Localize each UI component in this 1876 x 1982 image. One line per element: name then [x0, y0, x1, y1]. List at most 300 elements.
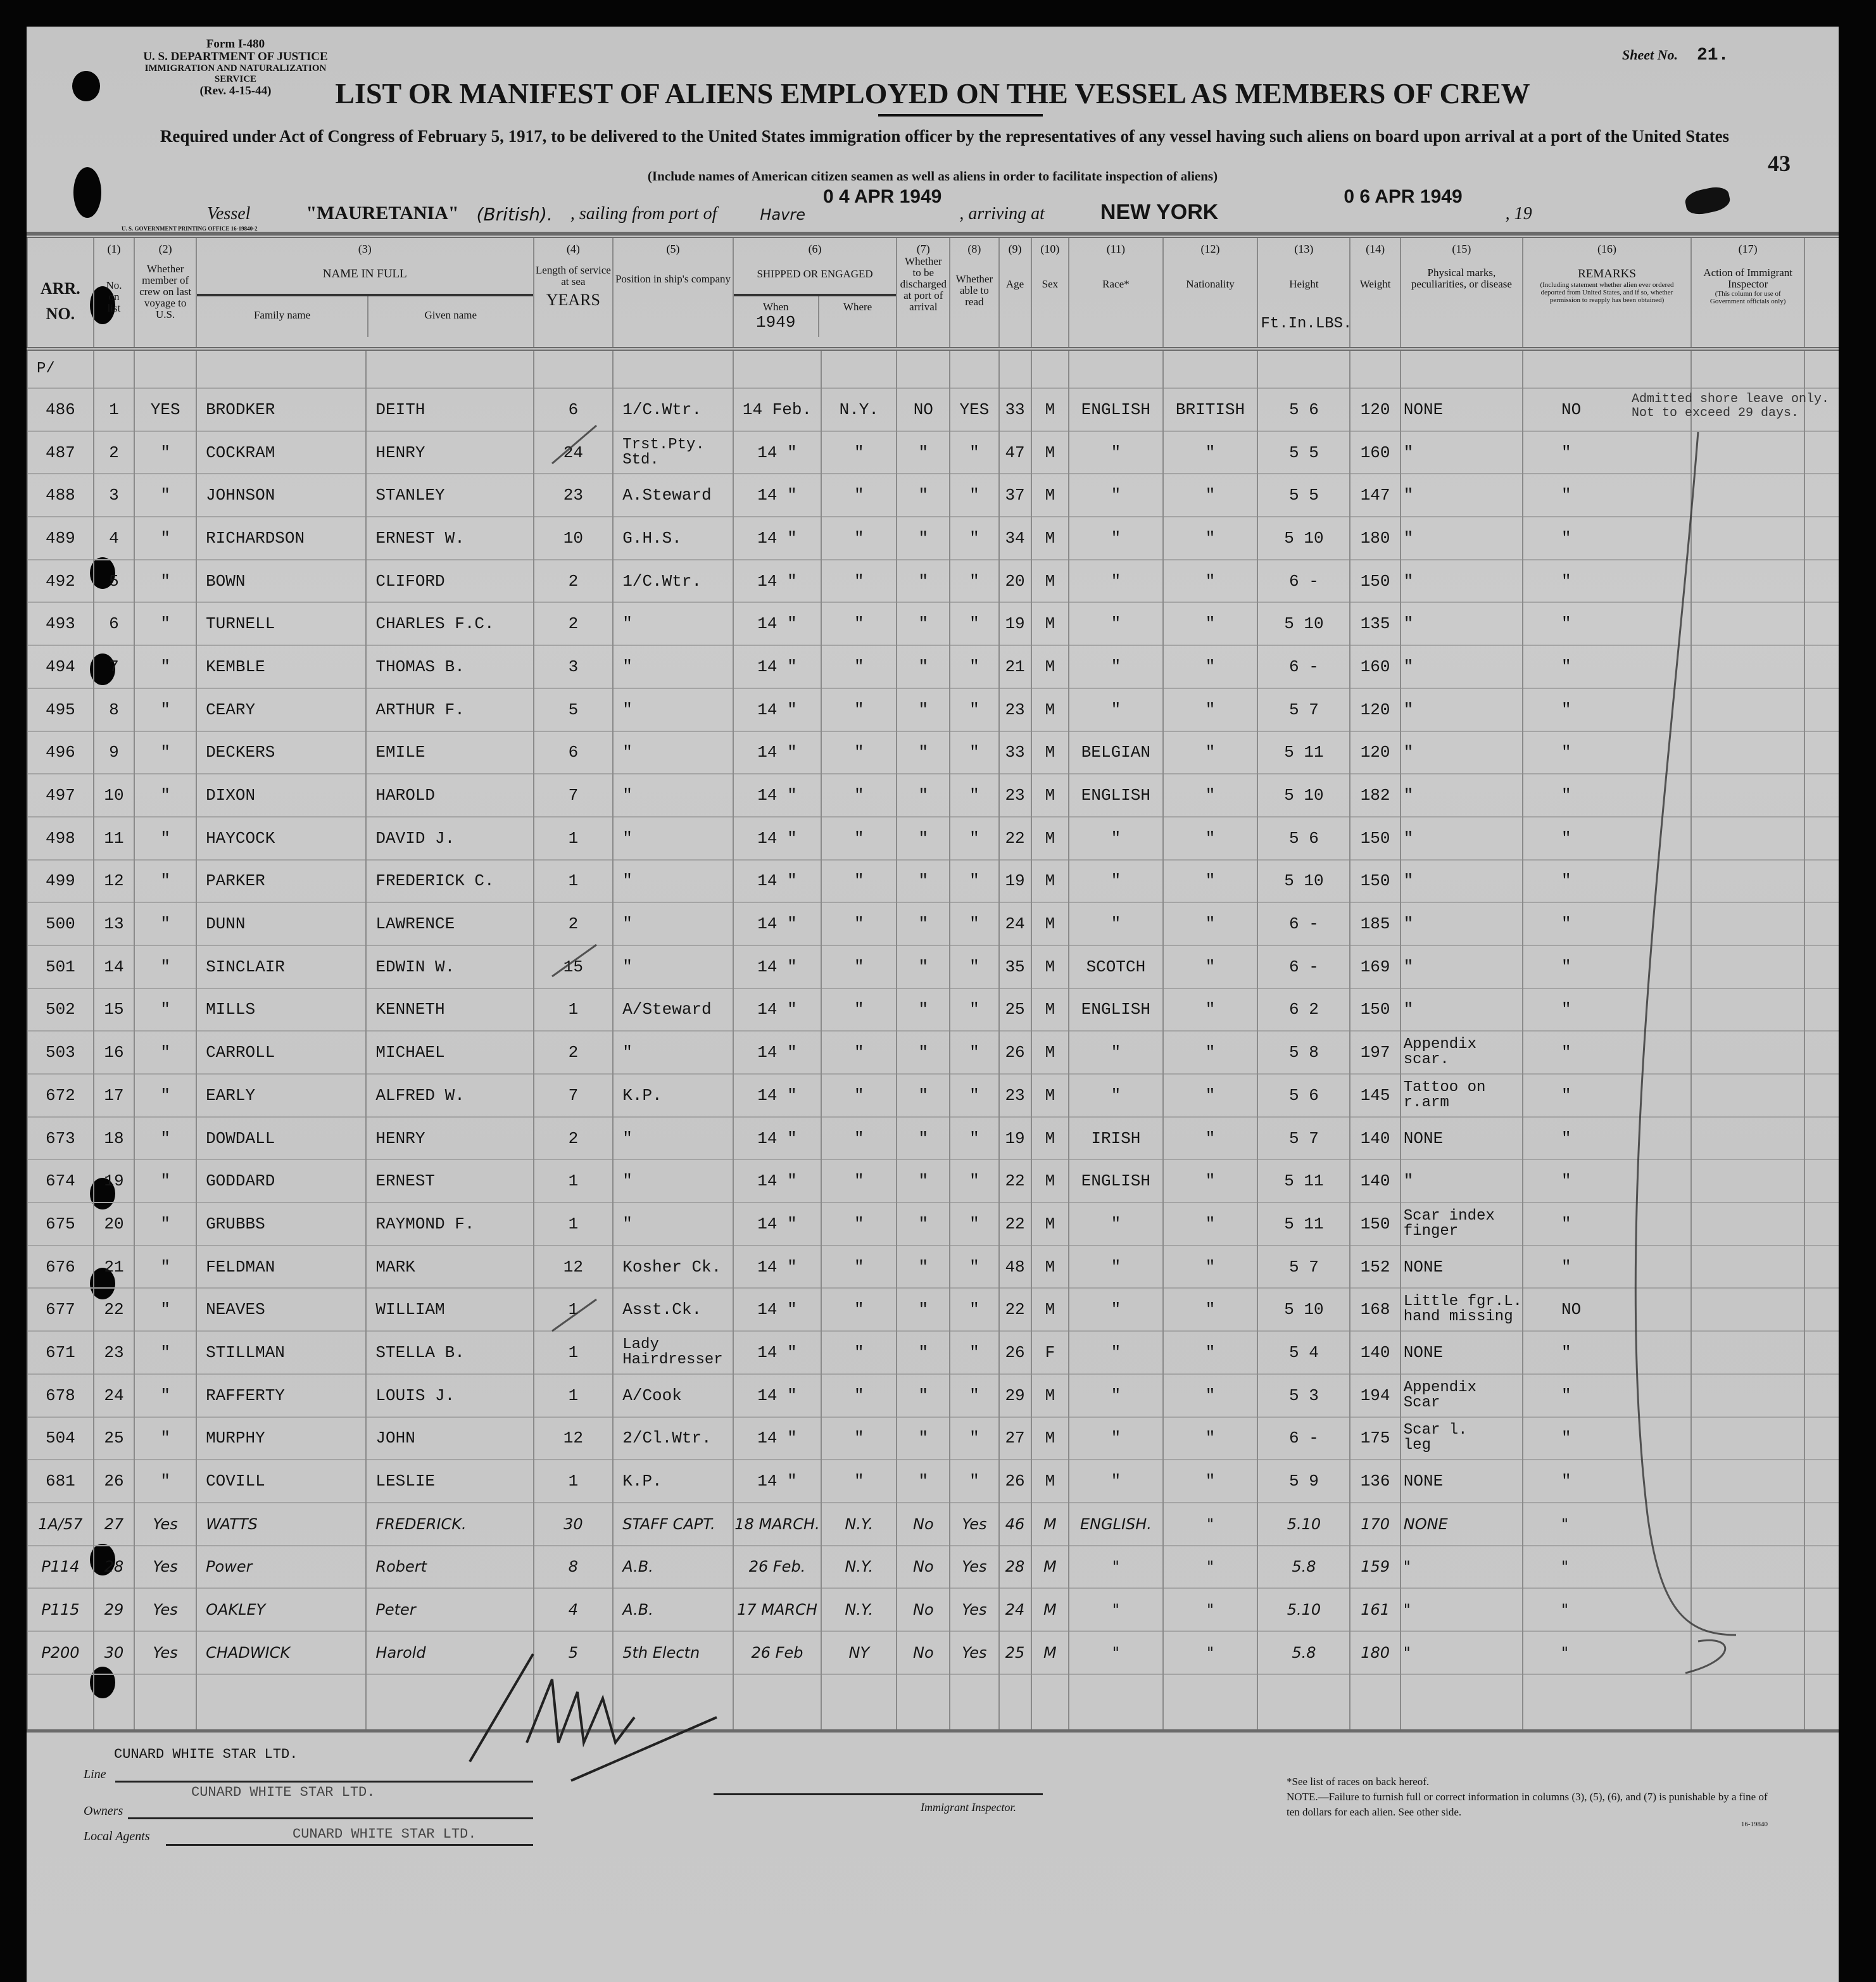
agents-value: CUNARD WHITE STAR LTD.: [293, 1826, 477, 1842]
remarks: ": [1523, 1631, 1691, 1674]
column-label: Sex: [1042, 278, 1059, 290]
nationality: ": [1163, 1246, 1258, 1289]
given-name: LAWRENCE: [366, 902, 533, 945]
able-to-read: ": [950, 945, 998, 988]
remarks: ": [1523, 1031, 1691, 1074]
discharged: ": [897, 645, 950, 688]
height: 5 10: [1257, 517, 1350, 560]
age: 23: [999, 688, 1031, 731]
remarks: ": [1523, 1117, 1691, 1160]
inspector-label: Immigrant Inspector.: [921, 1801, 1016, 1814]
sailing-port: Havre: [760, 206, 806, 224]
position: ": [613, 860, 733, 903]
discharged: ": [897, 1374, 950, 1417]
shipped-when: 14 ": [733, 431, 821, 474]
column-number: (7): [916, 243, 930, 255]
race: ": [1069, 1288, 1163, 1331]
able-to-read: ": [950, 731, 998, 774]
height: 6 -: [1257, 645, 1350, 688]
physical-marks: ": [1401, 645, 1523, 688]
shipped-where: ": [821, 1331, 897, 1374]
age: 26: [999, 1031, 1031, 1074]
age: 23: [999, 1074, 1031, 1117]
sex: M: [1031, 1503, 1069, 1546]
shipped-where: ": [821, 1031, 897, 1074]
position: ": [613, 774, 733, 817]
able-to-read: ": [950, 1288, 998, 1331]
age: 29: [999, 1374, 1031, 1417]
column-label: Weight: [1359, 278, 1391, 290]
physical-marks: ": [1401, 560, 1523, 603]
crew-last-voyage: ": [134, 517, 196, 560]
list-number: 4: [94, 517, 134, 560]
age: 23: [999, 774, 1031, 817]
nationality: ": [1163, 1117, 1258, 1160]
column-label: Position in ship's company: [615, 273, 731, 285]
remarks: ": [1523, 1546, 1691, 1589]
age: 22: [999, 1159, 1031, 1202]
position: ": [613, 1117, 733, 1160]
discharged: ": [897, 1331, 950, 1374]
column-number: (14): [1366, 243, 1385, 255]
given-name: DEITH: [366, 388, 533, 431]
nationality: ": [1163, 1202, 1258, 1246]
shipped-when: 14 ": [733, 731, 821, 774]
able-to-read: ": [950, 602, 998, 645]
crew-last-voyage: ": [134, 1374, 196, 1417]
height: 5 9: [1257, 1460, 1350, 1503]
age: 33: [999, 388, 1031, 431]
able-to-read: Yes: [950, 1588, 998, 1631]
age: 22: [999, 817, 1031, 860]
nationality: ": [1163, 431, 1258, 474]
physical-marks: Scar l. leg: [1401, 1417, 1523, 1460]
shipped-where: ": [821, 1202, 897, 1246]
arrival-number: 673: [27, 1117, 94, 1160]
physical-marks: ": [1401, 474, 1523, 517]
weight: 150: [1350, 988, 1400, 1032]
crew-last-voyage: ": [134, 1417, 196, 1460]
shipped-where: ": [821, 860, 897, 903]
discharged: No: [897, 1546, 950, 1589]
years-at-sea: 1: [534, 988, 614, 1032]
physical-marks: ": [1401, 517, 1523, 560]
remarks: NO: [1523, 388, 1691, 431]
weight: 140: [1350, 1159, 1400, 1202]
weight: 150: [1350, 1202, 1400, 1246]
height: 5 11: [1257, 1159, 1350, 1202]
years-at-sea: 1: [534, 1159, 614, 1202]
list-number: 24: [94, 1374, 134, 1417]
physical-marks: Scar index finger: [1401, 1202, 1523, 1246]
able-to-read: ": [950, 1417, 998, 1460]
discharged: No: [897, 1588, 950, 1631]
age: 37: [999, 474, 1031, 517]
list-number: 22: [94, 1288, 134, 1331]
sex: M: [1031, 1288, 1069, 1331]
shipped-where: ": [821, 1074, 897, 1117]
column-label: SHIPPED OR ENGAGED: [734, 255, 897, 296]
list-number: 10: [94, 774, 134, 817]
age: 19: [999, 602, 1031, 645]
position: ": [613, 902, 733, 945]
position: ": [613, 645, 733, 688]
shipped-when: 17 MARCH: [733, 1588, 821, 1631]
able-to-read: ": [950, 560, 998, 603]
sex: M: [1031, 1159, 1069, 1202]
column-label: Physical marks, peculiarities, or disease: [1411, 267, 1512, 290]
able-to-read: ": [950, 1159, 998, 1202]
shipped-when: 14 ": [733, 645, 821, 688]
years-at-sea: 5: [534, 688, 614, 731]
crew-last-voyage: ": [134, 988, 196, 1032]
list-number: 28: [94, 1546, 134, 1589]
list-number: 9: [94, 731, 134, 774]
age: 34: [999, 517, 1031, 560]
nationality: ": [1163, 1074, 1258, 1117]
page-title: LIST OR MANIFEST OF ALIENS EMPLOYED ON THE VESSEL AS MEMBERS OF CREW: [335, 77, 1530, 110]
crew-last-voyage: ": [134, 560, 196, 603]
years-at-sea: 1: [534, 817, 614, 860]
column-number: (8): [967, 243, 981, 255]
years-unit: YEARS: [546, 291, 600, 309]
nationality: ": [1163, 517, 1258, 560]
height: 5.10: [1257, 1588, 1350, 1631]
age: 24: [999, 1588, 1031, 1631]
arrival-number: 681: [27, 1460, 94, 1503]
nationality: ": [1163, 560, 1258, 603]
fine-note: NOTE.—Failure to furnish full or correct information in columns (3), (5), (6), and (7) is punishable by a fine of ten dollars for each alien. See other side.: [1287, 1791, 1768, 1818]
able-to-read: ": [950, 1117, 998, 1160]
column-label: Nationality: [1186, 278, 1235, 290]
given-name: EDWIN W.: [366, 945, 533, 988]
remarks: ": [1523, 774, 1691, 817]
able-to-read: ": [950, 1074, 998, 1117]
weight: 152: [1350, 1246, 1400, 1289]
shipped-when: 26 Feb.: [733, 1546, 821, 1589]
crew-last-voyage: Yes: [134, 1546, 196, 1589]
line-label: Line: [84, 1767, 106, 1781]
discharged: ": [897, 431, 950, 474]
family-name: FELDMAN: [196, 1246, 366, 1289]
list-number: 27: [94, 1503, 134, 1546]
nationality: ": [1163, 474, 1258, 517]
height: 6 -: [1257, 1417, 1350, 1460]
sailing-label: , sailing from port of: [570, 204, 717, 224]
height: 5 10: [1257, 774, 1350, 817]
years-at-sea: 2: [534, 1117, 614, 1160]
height: 5 8: [1257, 1031, 1350, 1074]
able-to-read: ": [950, 431, 998, 474]
races-note: *See list of races on back hereof.: [1287, 1776, 1430, 1788]
arrival-number: 672: [27, 1074, 94, 1117]
revision: (Rev. 4-15-44): [199, 84, 272, 98]
able-to-read: ": [950, 1202, 998, 1246]
discharged: ": [897, 602, 950, 645]
physical-marks: ": [1401, 774, 1523, 817]
physical-marks: Tattoo on r.arm: [1401, 1074, 1523, 1117]
column-label: Race*: [1102, 278, 1130, 290]
sheet-label: Sheet No.: [1622, 47, 1678, 63]
form-code: 16-19840: [1741, 1821, 1768, 1828]
years-at-sea: 1: [534, 1288, 614, 1331]
sex: M: [1031, 1202, 1069, 1246]
physical-marks: ": [1401, 1631, 1523, 1674]
remarks: ": [1523, 1460, 1691, 1503]
height: 5 10: [1257, 602, 1350, 645]
list-number: 15: [94, 988, 134, 1032]
weight: 182: [1350, 774, 1400, 817]
weight: 161: [1350, 1588, 1400, 1631]
discharged: NO: [897, 388, 950, 431]
able-to-read: ": [950, 774, 998, 817]
remarks: ": [1523, 1374, 1691, 1417]
service: IMMIGRATION AND NATURALIZATION SERVICE: [144, 63, 327, 84]
given-name: JOHN: [366, 1417, 533, 1460]
height: 5 7: [1257, 1117, 1350, 1160]
family-name: DOWDALL: [196, 1117, 366, 1160]
family-name: OAKLEY: [196, 1588, 366, 1631]
discharged: ": [897, 774, 950, 817]
sex: M: [1031, 645, 1069, 688]
position: STAFF CAPT.: [613, 1503, 733, 1546]
discharged: ": [897, 474, 950, 517]
position: A.B.: [613, 1588, 733, 1631]
family-name: GRUBBS: [196, 1202, 366, 1246]
nationality: ": [1163, 645, 1258, 688]
physical-marks: NONE: [1401, 1331, 1523, 1374]
weight: 168: [1350, 1288, 1400, 1331]
crew-last-voyage: ": [134, 1031, 196, 1074]
list-number: 19: [94, 1159, 134, 1202]
crew-last-voyage: ": [134, 645, 196, 688]
family-name: SINCLAIR: [196, 945, 366, 988]
shipped-when: 14 ": [733, 1288, 821, 1331]
years-at-sea: 6: [534, 388, 614, 431]
height: 5 7: [1257, 688, 1350, 731]
shipped-where: ": [821, 517, 897, 560]
race: ": [1069, 1074, 1163, 1117]
given-name: FREDERICK.: [366, 1503, 533, 1546]
age: 20: [999, 560, 1031, 603]
height: 6 2: [1257, 988, 1350, 1032]
arrival-number: 504: [27, 1417, 94, 1460]
column-label: ARR. NO.: [40, 279, 80, 323]
arrival-number: 671: [27, 1331, 94, 1374]
remarks: ": [1523, 902, 1691, 945]
weight: 194: [1350, 1374, 1400, 1417]
age: 25: [999, 1631, 1031, 1674]
race: ": [1069, 688, 1163, 731]
given-name: KENNETH: [366, 988, 533, 1032]
arrival-number: 494: [27, 645, 94, 688]
race: ": [1069, 560, 1163, 603]
column-number: (5): [666, 243, 680, 255]
age: 19: [999, 1117, 1031, 1160]
column-number: (11): [1106, 243, 1126, 255]
list-number: 5: [94, 560, 134, 603]
weight: 185: [1350, 902, 1400, 945]
physical-marks: NONE: [1401, 1460, 1523, 1503]
height: 5 6: [1257, 817, 1350, 860]
years-at-sea: 6: [534, 731, 614, 774]
inspector-signature-line: [714, 1793, 1043, 1795]
race: ": [1069, 817, 1163, 860]
able-to-read: YES: [950, 388, 998, 431]
height: 5 3: [1257, 1374, 1350, 1417]
given-name: CLIFORD: [366, 560, 533, 603]
column-number: (2): [158, 243, 172, 255]
column-label: Whether to be discharged at port of arrival: [900, 255, 947, 313]
sex: M: [1031, 731, 1069, 774]
year-label: , 19: [1505, 204, 1532, 224]
family-name: JOHNSON: [196, 474, 366, 517]
shipped-when: 26 Feb: [733, 1631, 821, 1674]
shipped-where: ": [821, 945, 897, 988]
crew-last-voyage: ": [134, 688, 196, 731]
physical-marks: ": [1401, 902, 1523, 945]
column-label: No. on list: [106, 279, 122, 314]
weight: 150: [1350, 860, 1400, 903]
shipped-where: ": [821, 1374, 897, 1417]
list-number: 18: [94, 1117, 134, 1160]
able-to-read: ": [950, 817, 998, 860]
family-name: BOWN: [196, 560, 366, 603]
family-name: KEMBLE: [196, 645, 366, 688]
sex: M: [1031, 988, 1069, 1032]
list-number: 1: [94, 388, 134, 431]
physical-marks: ": [1401, 731, 1523, 774]
discharged: ": [897, 1202, 950, 1246]
sex: M: [1031, 517, 1069, 560]
years-at-sea: 1: [534, 1331, 614, 1374]
line-value: CUNARD WHITE STAR LTD.: [114, 1746, 298, 1762]
nationality: ": [1163, 902, 1258, 945]
race: ": [1069, 474, 1163, 517]
age: 22: [999, 1288, 1031, 1331]
arrival-number: 676: [27, 1246, 94, 1289]
discharged: ": [897, 988, 950, 1032]
nationality: ": [1163, 1546, 1258, 1589]
remarks: ": [1523, 474, 1691, 517]
race: ": [1069, 431, 1163, 474]
age: 35: [999, 945, 1031, 988]
family-name: CHADWICK: [196, 1631, 366, 1674]
discharged: ": [897, 688, 950, 731]
sex: M: [1031, 902, 1069, 945]
height: 5 5: [1257, 431, 1350, 474]
arrival-number: 675: [27, 1202, 94, 1246]
where-header: Where: [818, 296, 897, 337]
arrival-number: 501: [27, 945, 94, 988]
nationality: ": [1163, 774, 1258, 817]
crew-last-voyage: ": [134, 1202, 196, 1246]
discharged: ": [897, 731, 950, 774]
shipped-when: 18 MARCH.: [733, 1503, 821, 1546]
remarks: ": [1523, 1159, 1691, 1202]
list-number: 23: [94, 1331, 134, 1374]
family-name-header: Family name: [253, 309, 311, 321]
family-name: BRODKER: [196, 388, 366, 431]
weight: 160: [1350, 431, 1400, 474]
arrival-number: 487: [27, 431, 94, 474]
years-at-sea: 1: [534, 1374, 614, 1417]
nationality: ": [1163, 817, 1258, 860]
nationality: ": [1163, 1288, 1258, 1331]
race: ENGLISH: [1069, 988, 1163, 1032]
crew-last-voyage: ": [134, 1074, 196, 1117]
footer-notes: [1287, 1774, 1768, 1829]
remarks: ": [1523, 1417, 1691, 1460]
position: 2/Cl.Wtr.: [613, 1417, 733, 1460]
arrival-number: 678: [27, 1374, 94, 1417]
race: ENGLISH.: [1069, 1503, 1163, 1546]
remarks: ": [1523, 688, 1691, 731]
crew-last-voyage: YES: [134, 388, 196, 431]
given-name: Peter: [366, 1588, 533, 1631]
list-number: 14: [94, 945, 134, 988]
vessel-name: "MAURETANIA": [306, 203, 459, 224]
column-label: Action of Immigrant Inspector: [1703, 267, 1793, 290]
discharged: ": [897, 945, 950, 988]
height: 5 11: [1257, 731, 1350, 774]
weight: 145: [1350, 1074, 1400, 1117]
column-number: (17): [1738, 243, 1758, 255]
crew-last-voyage: ": [134, 774, 196, 817]
able-to-read: ": [950, 1374, 998, 1417]
discharged: ": [897, 860, 950, 903]
shipped-where: ": [821, 645, 897, 688]
remarks: ": [1523, 1202, 1691, 1246]
discharged: ": [897, 902, 950, 945]
footer: [84, 1686, 590, 1850]
column-label: Whether member of crew on last voyage to U.S.: [139, 263, 192, 320]
given-name: THOMAS B.: [366, 645, 533, 688]
shipped-where: N.Y.: [821, 1546, 897, 1589]
crew-last-voyage: Yes: [134, 1503, 196, 1546]
able-to-read: ": [950, 1246, 998, 1289]
list-number: 16: [94, 1031, 134, 1074]
arrival-number: 489: [27, 517, 94, 560]
column-number: (4): [566, 243, 580, 255]
remarks: ": [1523, 1331, 1691, 1374]
crew-last-voyage: Yes: [134, 1588, 196, 1631]
sex: M: [1031, 688, 1069, 731]
remarks: ": [1523, 731, 1691, 774]
discharged: ": [897, 1117, 950, 1160]
nationality: ": [1163, 1588, 1258, 1631]
able-to-read: Yes: [950, 1503, 998, 1546]
family-name: CEARY: [196, 688, 366, 731]
vessel-flag: (British).: [476, 204, 553, 225]
sex: M: [1031, 560, 1069, 603]
race: ": [1069, 1417, 1163, 1460]
remarks: ": [1523, 645, 1691, 688]
given-name: HENRY: [366, 1117, 533, 1160]
arrival-number: 496: [27, 731, 94, 774]
position: ": [613, 1159, 733, 1202]
shipped-where: ": [821, 1246, 897, 1289]
physical-marks: ": [1401, 1546, 1523, 1589]
years-at-sea: 23: [534, 474, 614, 517]
arrival-number: 499: [27, 860, 94, 903]
shipped-when: 14 ": [733, 1159, 821, 1202]
given-name: Harold: [366, 1631, 533, 1674]
family-name: STILLMAN: [196, 1331, 366, 1374]
physical-marks: Appendix scar.: [1401, 1031, 1523, 1074]
printing-office: U. S. GOVERNMENT PRINTING OFFICE 16-19840-2: [122, 225, 258, 232]
position: 1/C.Wtr.: [613, 560, 733, 603]
